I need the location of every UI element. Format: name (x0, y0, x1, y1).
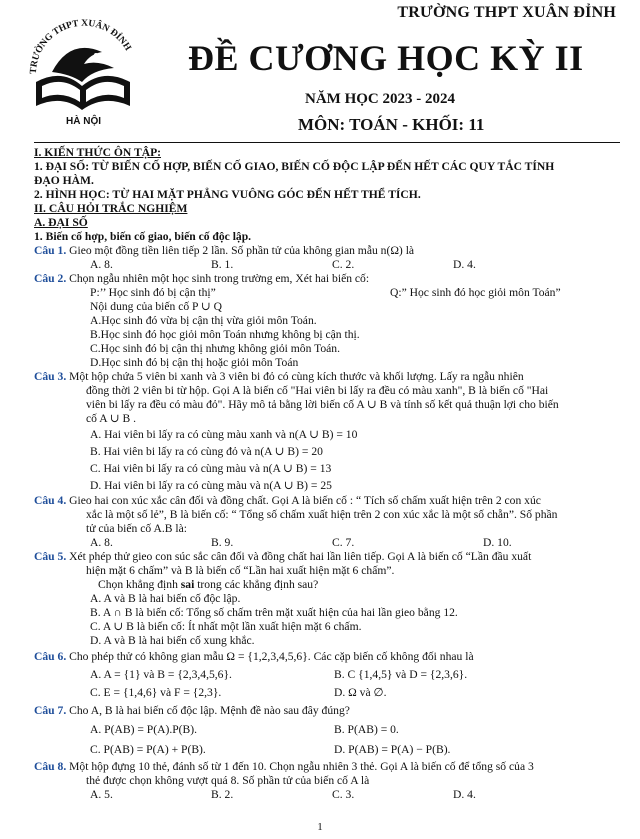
question-text: Cho phép thử có không gian mẫu Ω = {1,2,3,4,5,6}. Các cặp biến cố không đối nhau là (69, 650, 474, 663)
question-label: Câu 3. (34, 370, 67, 383)
question-label: Câu 4. (34, 494, 67, 507)
option-a: A. P(AB) = P(A).P(B). (90, 723, 198, 736)
geometry-scope: 2. HÌNH HỌC: TỪ HAI MẶT PHẲNG VUÔNG GÓC ĐẾN HẾT THỂ TÍCH. (34, 188, 421, 201)
question-3 (34, 370, 624, 384)
option-d: D. A và B là hai biến cố xung khắc. (90, 634, 255, 647)
option-a: A.Học sinh đó vừa bị cận thị vừa giỏi môn Toán. (90, 314, 317, 327)
option-b: B. P(AB) = 0. (334, 723, 399, 736)
school-year: NĂM HỌC 2023 - 2024 (305, 91, 455, 107)
question-8-options (34, 788, 624, 802)
option-c: C. E = {1,4,6} và F = {2,3}. (90, 686, 222, 699)
question-label: Câu 7. (34, 704, 67, 717)
question-5 (34, 550, 624, 564)
svg-text:TRƯỜNG THPT XUÂN ĐỈNH: TRƯỜNG THPT XUÂN ĐỈNH (28, 18, 133, 75)
option-b: B. A ∩ B là biến cố: Tổng số chấm trên mặt xuất hiện của hai lần gieo bằng 12. (90, 606, 458, 619)
option-c: C. Hai viên bi lấy ra có cùng màu và n(A ∪ B) = 13 (90, 462, 332, 475)
option-b: B.Học sinh đó học giỏi môn Toán nhưng không bị cận thị. (90, 328, 360, 341)
option-a: A. Hai viên bi lấy ra có cùng màu xanh và n(A ∪ B) = 10 (90, 428, 358, 441)
subject-grade: MÔN: TOÁN - KHỐI: 11 (298, 115, 485, 134)
option-b: B. 2. (211, 788, 234, 801)
option-a: A. A = {1} và B = {2,3,4,5,6}. (90, 668, 232, 681)
option-d: D. P(AB) = P(A) − P(B). (334, 743, 451, 756)
question-text-cont: hiện mặt 6 chấm” và B là biến cố “Lần hai xuất hiện mặt 6 chấm”. (86, 564, 395, 577)
question-4-options (34, 536, 624, 550)
option-a: A. 8. (90, 536, 113, 549)
question-text-cont: viên bi lấy ra đều có màu đỏ". Hãy mô tả bằng lời biến cố A ∪ B và tính số kết quả thuận lợi cho biến (86, 398, 559, 411)
question-1-options (34, 258, 624, 272)
question-6-options-row2 (34, 684, 624, 702)
question-5-instruction (34, 578, 624, 592)
option-d: D.Học sinh đó bị cận thị hoặc giỏi môn Toán (90, 356, 299, 369)
option-d: D. 4. (453, 258, 476, 271)
algebra-scope: 1. ĐẠI SỐ: TỪ BIẾN CỐ HỢP, BIẾN CỐ GIAO, BIẾN CỐ ĐỘC LẬP ĐẾN HẾT CÁC QUY TẮC TÍNH (34, 160, 555, 173)
instruction-emphasis: sai (180, 578, 195, 591)
option-c: C. P(AB) = P(A) + P(B). (90, 743, 206, 756)
school-name: TRƯỜNG THPT XUÂN ĐỈNH (397, 4, 616, 21)
document-title: ĐỀ CƯƠNG HỌC KỲ II (188, 38, 584, 78)
question-text: Cho A, B là hai biến cố độc lập. Mệnh đề nào sau đây đúng? (69, 704, 350, 717)
option-a: A. 8. (90, 258, 113, 271)
question-text: Gieo một đồng tiền liên tiếp 2 lần. Số phần tử của không gian mẫu n(Ω) là (69, 244, 415, 257)
question-7-options-row2 (34, 740, 624, 760)
algebra-scope-cont: ĐẠO HÀM. (34, 174, 94, 187)
section-heading-2: II. CÂU HỎI TRẮC NGHIỆM (34, 202, 188, 215)
question-2 (34, 272, 624, 286)
option-d: D. 10. (483, 536, 512, 549)
topic-heading: 1. Biến cố hợp, biến cố giao, biến cố độc lập. (34, 230, 252, 243)
question-6-options-row1 (34, 666, 624, 684)
option-a: A. A và B là hai biến cố độc lập. (90, 592, 241, 605)
section-algebra: A. ĐẠI SỐ (34, 216, 88, 229)
question-label: Câu 2. (34, 272, 67, 285)
option-c: C. A ∪ B là biến cố: Ít nhất một lần xuất hiện mặt 6 chấm. (90, 620, 362, 633)
question-1 (34, 244, 624, 258)
instruction-text: Chọn khẳng định (98, 578, 181, 591)
question-text: Một hộp chứa 5 viên bi xanh và 3 viên bi đỏ có cùng kích thước và khối lượng. Lấy ra ngẫu nhiên (69, 370, 524, 383)
question-text-cont: tử của biến cố A.B là: (86, 522, 187, 535)
question-label: Câu 6. (34, 650, 67, 663)
option-c: C. 2. (332, 258, 355, 271)
option-b: B. Hai viên bi lấy ra có cùng đỏ và n(A ∪ B) = 20 (90, 445, 323, 458)
question-label: Câu 8. (34, 760, 67, 773)
question-text: Xét phép thử gieo con súc sắc cân đối và đồng chất hai lần liên tiếp. Gọi A là biến cố “Lần đầu xuất (69, 550, 532, 563)
option-b: B. 9. (211, 536, 234, 549)
document-body (34, 146, 624, 802)
question-2-events (34, 286, 624, 300)
option-d: D. Ω và ∅. (334, 686, 387, 699)
school-logo (18, 8, 148, 126)
question-4 (34, 494, 624, 508)
event-q: Q:” Học sinh đó học giỏi môn Toán” (390, 286, 561, 299)
section-heading-1: I. KIẾN THỨC ÔN TẬP: (34, 146, 162, 159)
option-a: A. 5. (90, 788, 113, 801)
option-b: B. C {1,4,5} và D = {2,3,6}. (334, 668, 468, 681)
question-text: Gieo hai con xúc xắc cân đối và đồng chất. Gọi A là biến cố : “ Tích số chấm xuất hiện trên 2 con xúc (69, 494, 541, 507)
question-8 (34, 760, 624, 774)
question-label: Câu 1. (34, 244, 67, 257)
instruction-text: trong các khẳng định sau? (194, 578, 319, 591)
option-d: D. 4. (453, 788, 476, 801)
question-text-cont: cố A ∪ B . (86, 412, 136, 425)
option-d: D. Hai viên bi lấy ra có cùng màu và n(A ∪ B) = 25 (90, 479, 332, 492)
header-divider (34, 142, 620, 143)
question-label: Câu 5. (34, 550, 67, 563)
option-c: C.Học sinh đó bị cận thị nhưng không giỏi môn Toán. (90, 342, 341, 355)
question-6 (34, 648, 624, 666)
question-text-cont: đồng thời 2 viên bi từ hộp. Gọi A là biến cố "Hai viên bi lấy ra đều có màu xanh", B là biến cố "Hai (86, 384, 549, 397)
option-c: C. 7. (332, 536, 355, 549)
question-text: Một hộp đựng 10 thẻ, đánh số từ 1 đến 10. Chọn ngẫu nhiên 3 thẻ. Gọi A là biến cố để tổng số của 3 (69, 760, 534, 773)
option-b: B. 1. (211, 258, 234, 271)
svg-text:HÀ NỘI: HÀ NỘI (66, 116, 101, 126)
question-7-options-row1 (34, 720, 624, 740)
option-c: C. 3. (332, 788, 355, 801)
page-number: 1 (317, 821, 323, 833)
question-text-cont: thẻ được chọn không vượt quá 8. Số phần tử của biến cố A là (86, 774, 370, 787)
question-2-prompt: Nội dung của biến cố P ∪ Q (90, 300, 222, 313)
question-7 (34, 702, 624, 720)
event-p: P:’’ Học sinh đó bị cận thị” (90, 286, 216, 299)
question-text: Chọn ngẫu nhiên một học sinh trong trường em, Xét hai biến cố: (69, 272, 370, 285)
question-text-cont: xắc là một số lẻ”, B là biến cố: “ Tổng số chấm xuất hiện trên 2 con xúc xắc là một số chẵn”. Số phần (86, 508, 558, 521)
